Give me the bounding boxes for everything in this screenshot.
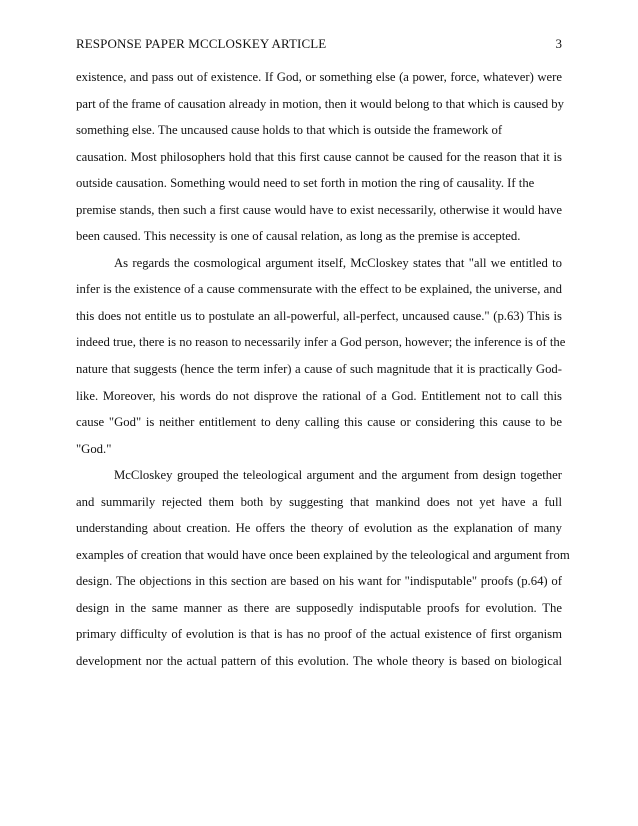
text-line: something else. The uncaused cause holds to that which is outside the framework of bbox=[76, 123, 503, 138]
paragraph-2 bbox=[76, 255, 566, 467]
paragraph-3 bbox=[76, 467, 570, 679]
text-line: examples of creation that would have once been explained by the teleological and argument from bbox=[76, 547, 570, 562]
text-line: primary difficulty of evolution is that is has no proof of the actual existence of first organism bbox=[76, 627, 562, 642]
page-number: 3 bbox=[555, 36, 562, 51]
text-line: causation. Most philosophers hold that this first cause cannot be caused for the reason that it is bbox=[76, 149, 562, 164]
running-header bbox=[76, 36, 562, 56]
text-line: been caused. This necessity is one of causal relation, as long as the premise is accepted. bbox=[76, 229, 521, 244]
text-line: outside causation. Something would need to set forth in motion the ring of causality. If the bbox=[76, 176, 535, 191]
text-line: cause "God" is neither entitlement to deny calling this cause or considering this cause to be bbox=[76, 415, 562, 430]
text-line: design. The objections in this section are based on his want for "indisputable" proofs (p.64) of bbox=[76, 574, 562, 589]
text-line: McCloskey grouped the teleological argument and the argument from design together bbox=[114, 468, 562, 483]
text-line: understanding about creation. He offers the theory of evolution as the explanation of many bbox=[76, 521, 562, 536]
text-line: "God." bbox=[76, 441, 112, 456]
text-line: indeed true, there is no reason to necessarily infer a God person, however; the inference is of the bbox=[76, 335, 566, 350]
text-line: premise stands, then such a first cause would have to exist necessarily, otherwise it would have bbox=[76, 202, 562, 217]
text-line: existence, and pass out of existence. If God, or something else (a power, force, whatever) were bbox=[76, 70, 562, 84]
text-line: infer is the existence of a cause commensurate with the effect to be explained, the universe, and bbox=[76, 282, 562, 297]
text-line: and summarily rejected them both by suggesting that mankind does not yet have a full bbox=[76, 494, 562, 509]
paragraph-1 bbox=[76, 69, 562, 255]
text-line: nature that suggests (hence the term infer) a cause of such magnitude that it is practically God- bbox=[76, 362, 562, 377]
text-line: this does not entitle us to postulate an all-powerful, all-perfect, uncaused cause." (p.63) This is bbox=[76, 308, 562, 323]
running-head-title: RESPONSE PAPER MCCLOSKEY ARTICLE bbox=[76, 36, 327, 51]
text-line: like. Moreover, his words do not disprove the rational of a God. Entitlement not to call this bbox=[76, 388, 562, 403]
document-body bbox=[76, 69, 570, 680]
text-line: part of the frame of causation already in motion, then it would belong to that which is caused by bbox=[76, 96, 564, 111]
text-line: development nor the actual pattern of this evolution. The whole theory is based on biological bbox=[76, 654, 562, 669]
text-line: As regards the cosmological argument itself, McCloskey states that "all we entitled to bbox=[114, 255, 562, 270]
text-line: design in the same manner as there are supposedly indisputable proofs for evolution. The bbox=[76, 600, 562, 615]
